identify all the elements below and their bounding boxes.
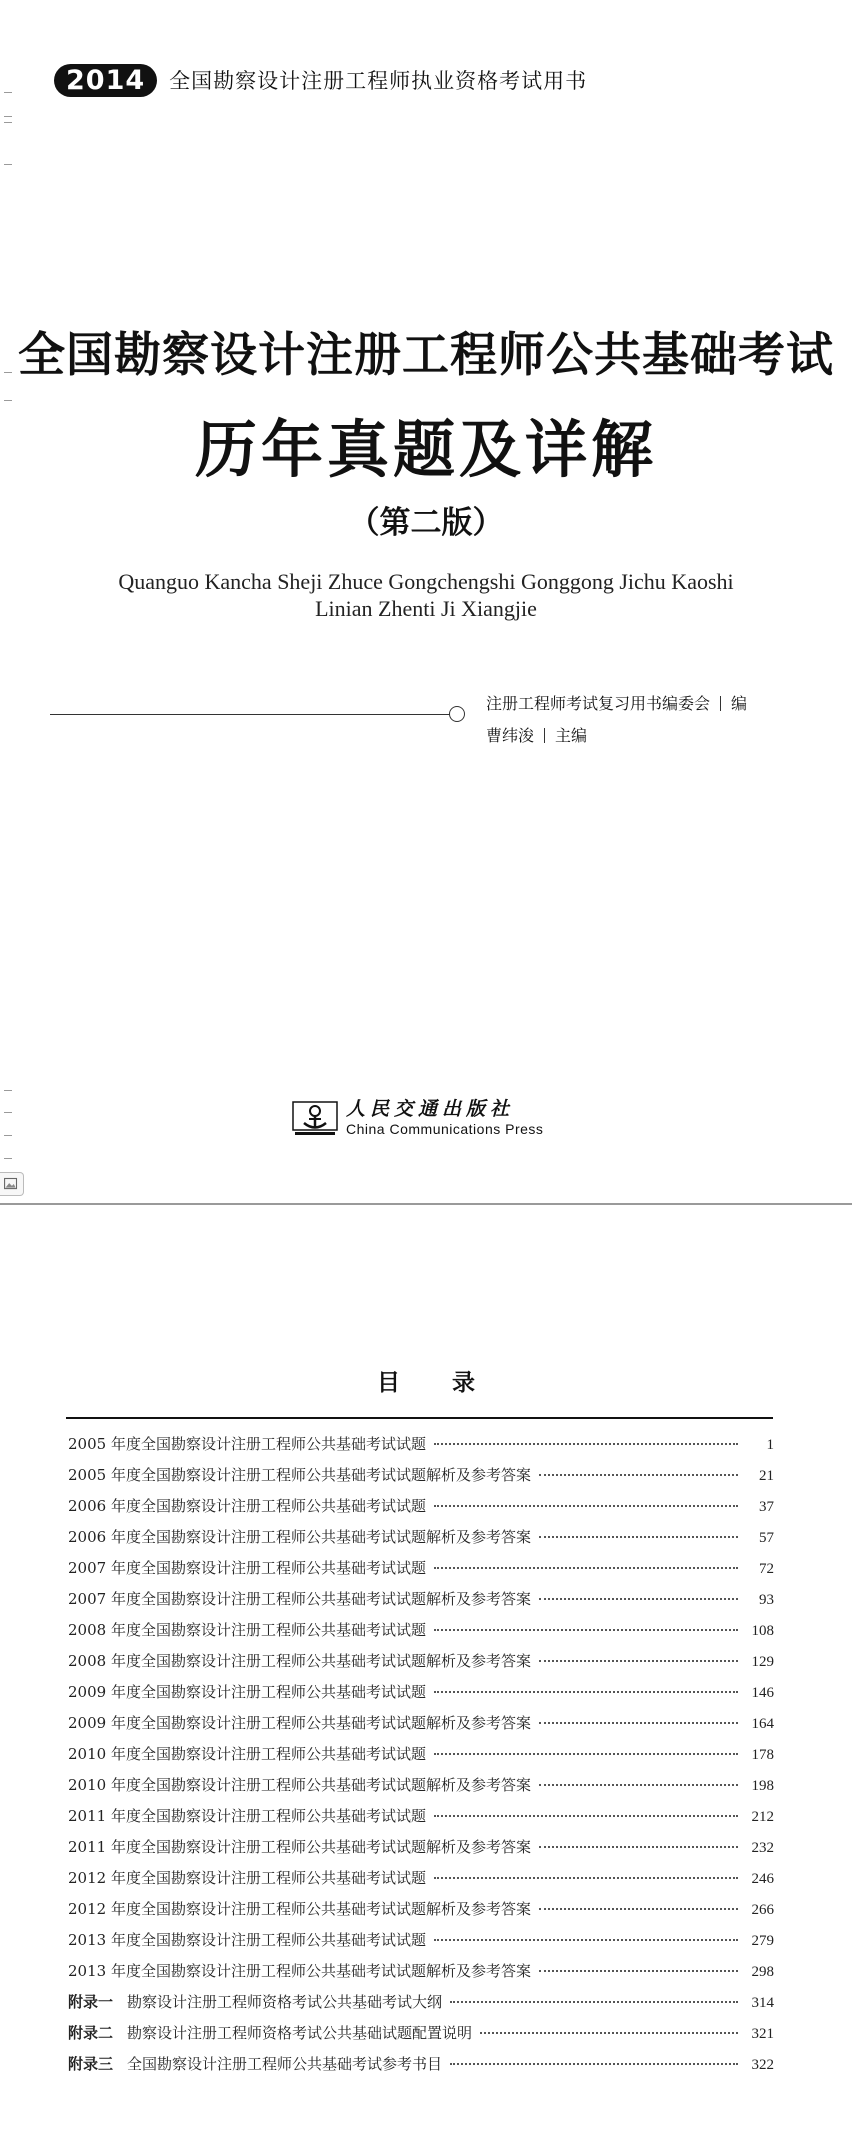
publisher-name-cn: 人民交通出版社 (346, 1098, 515, 1120)
toc-entry-label (68, 1832, 531, 1863)
margin-mark (4, 116, 12, 117)
margin-mark (4, 122, 12, 123)
publisher-block (292, 1098, 543, 1138)
toc-leader-dots (450, 2001, 738, 2003)
toc-leader-dots (539, 1846, 738, 1848)
toc-entry[interactable] (68, 1522, 774, 1553)
toc-entry-label (68, 1925, 426, 1956)
toc-entry[interactable] (68, 1770, 774, 1801)
toc-entry-title: 2009 年度全国勘察设计注册工程师公共基础考试试题 (68, 1683, 426, 1701)
toc-entry-label (68, 1615, 426, 1646)
margin-mark (4, 92, 12, 93)
toc-entry[interactable] (68, 1956, 774, 1987)
toc-entry[interactable] (68, 1987, 774, 2018)
toc-entry-title: 2008 年度全国勘察设计注册工程师公共基础考试试题解析及参考答案 (68, 1652, 531, 1670)
toc-entry-page-number: 279 (751, 1933, 774, 1949)
toc-entry[interactable] (68, 2018, 774, 2049)
series-title: 全国勘察设计注册工程师执业资格考试用书 (169, 69, 588, 93)
toc-leader-dots (539, 1598, 738, 1600)
toc-entry-page-number: 57 (759, 1530, 774, 1546)
toc-entry-label (68, 1708, 531, 1739)
toc-entry[interactable] (68, 1739, 774, 1770)
toc-entry[interactable] (68, 1615, 774, 1646)
toc-entry-title: 2012 年度全国勘察设计注册工程师公共基础考试试题解析及参考答案 (68, 1900, 531, 1918)
toc-entry[interactable] (68, 1863, 774, 1894)
toc-entry-title: 2013 年度全国勘察设计注册工程师公共基础考试试题解析及参考答案 (68, 1962, 531, 1980)
credits-block (486, 688, 747, 752)
toc-entry-title: 2011 年度全国勘察设计注册工程师公共基础考试试题 (68, 1807, 426, 1825)
decorative-divider (50, 714, 450, 715)
toc-leader-dots (434, 1753, 738, 1755)
margin-mark (4, 164, 12, 165)
toc-entry[interactable] (68, 1832, 774, 1863)
toc-entry[interactable] (68, 1925, 774, 1956)
toc-entry-page-number: 298 (751, 1964, 774, 1980)
toc-entry[interactable] (68, 1553, 774, 1584)
toc-leader-dots (434, 1567, 738, 1569)
credit-separator (720, 696, 721, 711)
image-thumbnail-tab[interactable] (0, 1172, 24, 1196)
toc-entry-title: 2013 年度全国勘察设计注册工程师公共基础考试试题 (68, 1931, 426, 1949)
toc-entry-page-number: 246 (751, 1871, 774, 1887)
toc-entry-appendix-prefix: 附录一 (68, 1993, 114, 2011)
toc-entry-page-number: 266 (751, 1902, 774, 1918)
toc-entry-appendix-prefix: 附录三 (68, 2055, 114, 2073)
toc-leader-dots (450, 2063, 738, 2065)
toc-entry-title: 2005 年度全国勘察设计注册工程师公共基础考试试题 (68, 1435, 426, 1453)
toc-leader-dots (434, 1443, 738, 1445)
toc-entry-label (68, 1646, 531, 1677)
toc-entry-title: 2010 年度全国勘察设计注册工程师公共基础考试试题 (68, 1745, 426, 1763)
table-of-contents-page (0, 1207, 852, 2131)
toc-entry-page-number: 37 (759, 1499, 774, 1515)
credit-role: 编 (731, 694, 748, 713)
toc-leader-dots (434, 1629, 738, 1631)
toc-entry-title: 2005 年度全国勘察设计注册工程师公共基础考试试题解析及参考答案 (68, 1466, 531, 1484)
credit-role: 主编 (555, 726, 588, 745)
toc-entry-page-number: 93 (759, 1592, 774, 1608)
publisher-anchor-logo-icon (292, 1098, 338, 1138)
series-header (54, 62, 587, 98)
year-badge: 2014 (54, 64, 157, 97)
image-icon (0, 1173, 22, 1195)
credit-separator (544, 728, 545, 743)
book-title: 全国勘察设计注册工程师公共基础考试 (18, 328, 834, 383)
toc-entry-title: 勘察设计注册工程师资格考试公共基础试题配置说明 (127, 2024, 473, 2042)
publisher-name-en: China Communications Press (346, 1121, 544, 1137)
toc-leader-dots (539, 1722, 738, 1724)
toc-entry-page-number: 108 (751, 1623, 774, 1639)
toc-entry[interactable] (68, 1584, 774, 1615)
toc-entry[interactable] (68, 1894, 774, 1925)
toc-entry-page-number: 322 (751, 2057, 774, 2073)
page-separator (0, 1203, 852, 1205)
credit-chief-editor (486, 720, 747, 752)
toc-entry-label (68, 1956, 531, 1987)
toc-leader-dots (434, 1877, 738, 1879)
pinyin-title-line-1: Quanguo Kancha Sheji Zhuce Gongchengshi Gonggong Jichu Kaoshi (118, 569, 734, 594)
toc-entry-label (68, 1429, 426, 1460)
toc-list (68, 1429, 774, 2080)
toc-entry-title: 2006 年度全国勘察设计注册工程师公共基础考试试题解析及参考答案 (68, 1528, 531, 1546)
toc-entry-title: 全国勘察设计注册工程师公共基础考试参考书目 (127, 2055, 443, 2073)
toc-leader-dots (539, 1970, 738, 1972)
toc-title-rule (66, 1417, 773, 1419)
toc-entry-page-number: 72 (759, 1561, 774, 1577)
toc-entry-appendix-prefix: 附录二 (68, 2024, 114, 2042)
toc-entry-label (68, 1460, 531, 1491)
credit-editor (486, 688, 747, 720)
toc-entry[interactable] (68, 1677, 774, 1708)
toc-entry-label (68, 2049, 442, 2080)
toc-entry-label (68, 1770, 531, 1801)
toc-entry-page-number: 129 (751, 1654, 774, 1670)
toc-entry-page-number: 198 (751, 1778, 774, 1794)
toc-entry-label (68, 1801, 426, 1832)
toc-entry-page-number: 321 (751, 2026, 774, 2042)
toc-entry[interactable] (68, 1801, 774, 1832)
toc-leader-dots (434, 1691, 738, 1693)
toc-entry-title: 勘察设计注册工程师资格考试公共基础考试大纲 (127, 1993, 443, 2011)
toc-entry[interactable] (68, 1646, 774, 1677)
toc-entry-page-number: 164 (751, 1716, 774, 1732)
toc-leader-dots (539, 1908, 738, 1910)
margin-mark (4, 1135, 12, 1136)
margin-mark (4, 1158, 12, 1159)
margin-mark (4, 1090, 12, 1091)
toc-entry-page-number: 1 (766, 1437, 774, 1453)
toc-entry-label (68, 1553, 426, 1584)
toc-entry-title: 2007 年度全国勘察设计注册工程师公共基础考试试题解析及参考答案 (68, 1590, 531, 1608)
toc-entry-page-number: 146 (751, 1685, 774, 1701)
credit-name: 注册工程师考试复习用书编委会 (486, 694, 711, 713)
toc-entry-label (68, 1987, 442, 2018)
toc-entry[interactable] (68, 2049, 774, 2080)
toc-entry-title: 2007 年度全国勘察设计注册工程师公共基础考试试题 (68, 1559, 426, 1577)
toc-entry-title: 2006 年度全国勘察设计注册工程师公共基础考试试题 (68, 1497, 426, 1515)
margin-mark (4, 400, 12, 401)
toc-entry-title: 2012 年度全国勘察设计注册工程师公共基础考试试题 (68, 1869, 426, 1887)
toc-entry-label (68, 1894, 531, 1925)
toc-entry-page-number: 21 (759, 1468, 774, 1484)
divider-circle-icon (449, 706, 465, 722)
pinyin-title-line-2: Linian Zhenti Ji Xiangjie (315, 596, 537, 621)
book-subtitle: 历年真题及详解 (194, 413, 657, 486)
toc-leader-dots (434, 1939, 738, 1941)
toc-leader-dots (539, 1536, 738, 1538)
toc-entry-title: 2008 年度全国勘察设计注册工程师公共基础考试试题 (68, 1621, 426, 1639)
credit-name: 曹纬浚 (486, 726, 535, 745)
toc-entry-page-number: 178 (751, 1747, 774, 1763)
toc-leader-dots (539, 1660, 738, 1662)
toc-entry[interactable] (68, 1460, 774, 1491)
toc-entry-page-number: 212 (751, 1809, 774, 1825)
toc-entry-label (68, 1491, 426, 1522)
toc-entry-label (68, 1677, 426, 1708)
toc-entry-title: 2011 年度全国勘察设计注册工程师公共基础考试试题解析及参考答案 (68, 1838, 531, 1856)
toc-entry[interactable] (68, 1708, 774, 1739)
toc-entry-page-number: 314 (751, 1995, 774, 2011)
toc-title: 目录 (377, 1370, 527, 1396)
toc-leader-dots (539, 1784, 738, 1786)
toc-entry-page-number: 232 (751, 1840, 774, 1856)
toc-entry[interactable] (68, 1491, 774, 1522)
toc-leader-dots (434, 1815, 738, 1817)
margin-mark (4, 1112, 12, 1113)
toc-entry-label (68, 1584, 531, 1615)
toc-entry-title: 2010 年度全国勘察设计注册工程师公共基础考试试题解析及参考答案 (68, 1776, 531, 1794)
toc-entry-label (68, 2018, 472, 2049)
edition-label: （第二版） (348, 505, 504, 541)
toc-entry-label (68, 1522, 531, 1553)
toc-entry-title: 2009 年度全国勘察设计注册工程师公共基础考试试题解析及参考答案 (68, 1714, 531, 1732)
toc-entry-label (68, 1863, 426, 1894)
toc-entry[interactable] (68, 1429, 774, 1460)
toc-leader-dots (480, 2032, 738, 2034)
toc-entry-label (68, 1739, 426, 1770)
toc-leader-dots (539, 1474, 738, 1476)
toc-leader-dots (434, 1505, 738, 1507)
